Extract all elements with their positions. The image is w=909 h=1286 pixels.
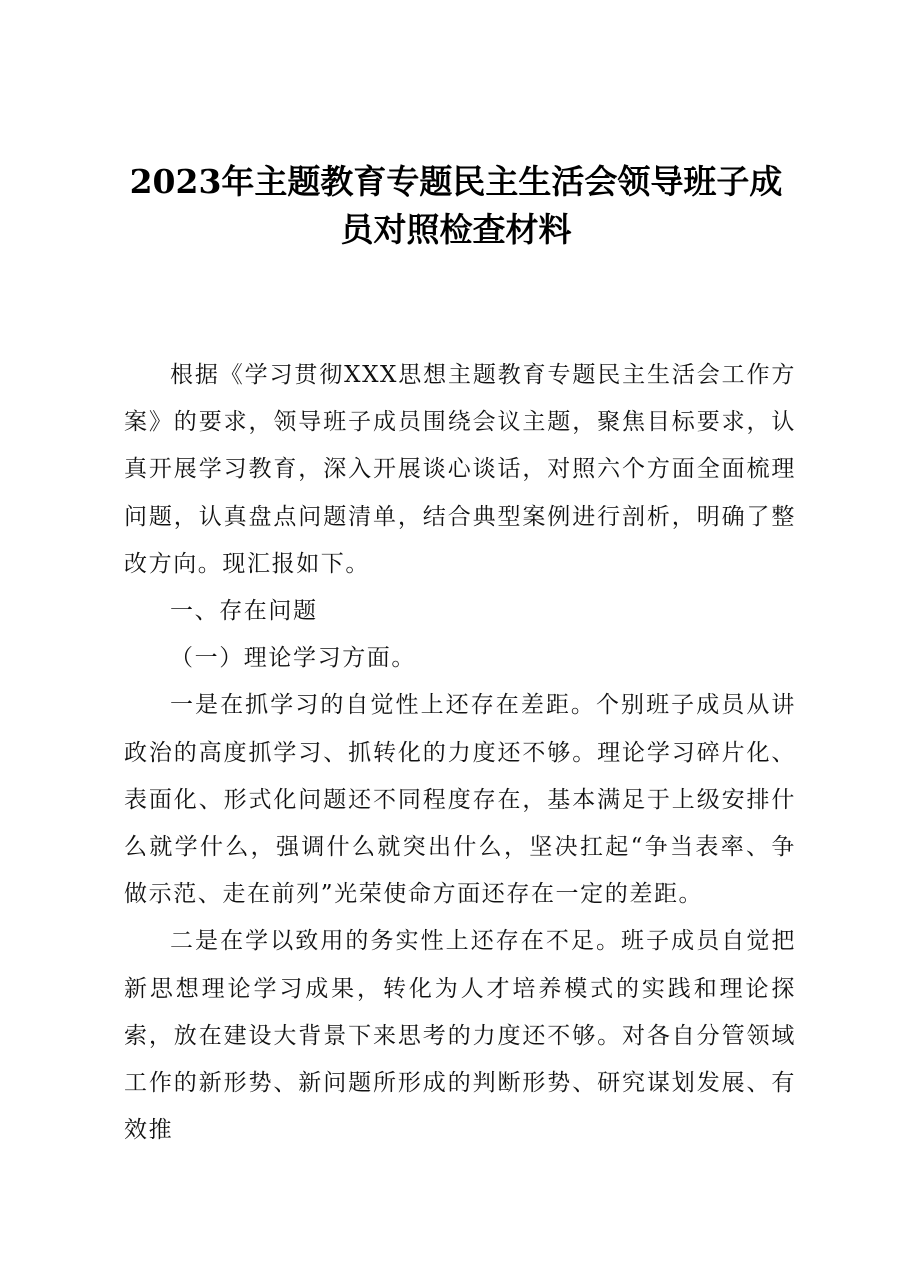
subsection-heading-theory-study: （一）理论学习方面。	[170, 645, 416, 672]
title-line-2: 员对照检查材料	[340, 210, 572, 249]
document-title	[120, 158, 792, 254]
paragraph-point-one: 一是在抓学习的自觉性上还存在差距。个别班子成员从讲政治的高度抓学习、抓转化的力度还不够。理论学习碎片化、表面化、形式化问题还不同程度存在，基本满足于上级安排什么就学什么，强调什么就突出什么，坚决扛起“争当表率、争做示范、走在前列”光荣使命方面还存在一定的差距。	[124, 692, 796, 908]
section-heading-problems: 一、存在问题	[170, 598, 318, 625]
document-body	[124, 352, 796, 1154]
paragraph-intro: 根据《学习贯彻XXX思想主题教育专题民主生活会工作方案》的要求，领导班子成员围绕会议主题，聚焦目标要求，认真开展学习教育，深入开展谈心谈话，对照六个方面全面梳理问题，认真盘点问题清单，结合典型案例进行剖析，明确了整改方向。现汇报如下。	[124, 362, 796, 577]
title-line-1: 2023年主题教育专题民主生活会领导班子成	[129, 162, 783, 201]
paragraph-point-two: 二是在学以致用的务实性上还存在不足。班子成员自觉把新思想理论学习成果，转化为人才培养模式的实践和理论探索，放在建设大背景下来思考的力度还不够。对各自分管领域工作的新形势、新问题所形成的判断形势、研究谋划发展、有效推	[124, 928, 796, 1144]
